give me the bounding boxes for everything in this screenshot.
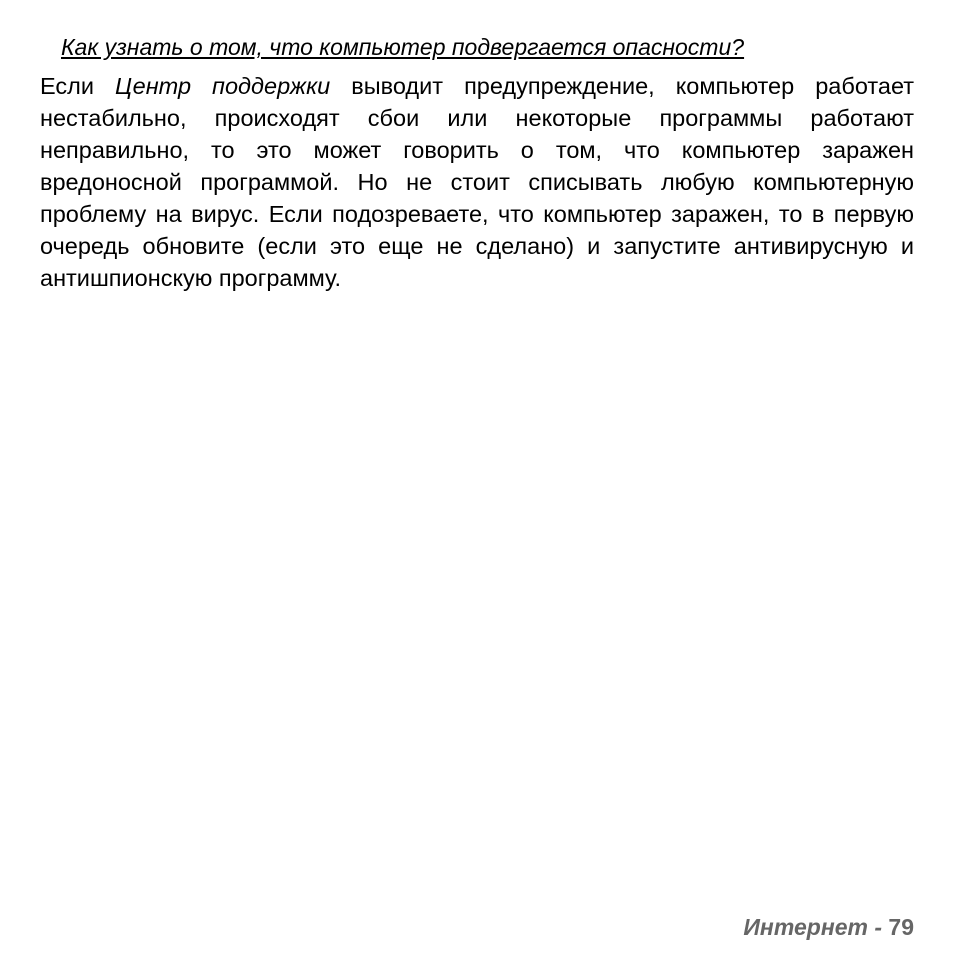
- support-center-emphasis: Центр поддержки: [115, 73, 331, 99]
- footer-separator: -: [867, 914, 889, 940]
- paragraph-body: выводит предупреждение, компьютер работает нестабильно, происходят сбои или некоторые программы работают неправильно, то это может говорить о том, что компьютер заражен вредоносной программой. Но не стоит списывать любую компьютерную проблему на вирус. Если подозреваете, что компьютер заражен, то в первую очередь обновите (если это еще не сделано) и запустите антивирусную и антишпионскую программу.: [40, 73, 915, 291]
- footer-section-title: Интернет: [743, 914, 868, 940]
- body-paragraph: [40, 70, 914, 294]
- section-heading: Как узнать о том, что компьютер подвергается опасности?: [61, 34, 745, 60]
- paragraph-lead: Если: [40, 73, 116, 99]
- page-number: 79: [888, 914, 914, 940]
- page-footer: [743, 914, 914, 941]
